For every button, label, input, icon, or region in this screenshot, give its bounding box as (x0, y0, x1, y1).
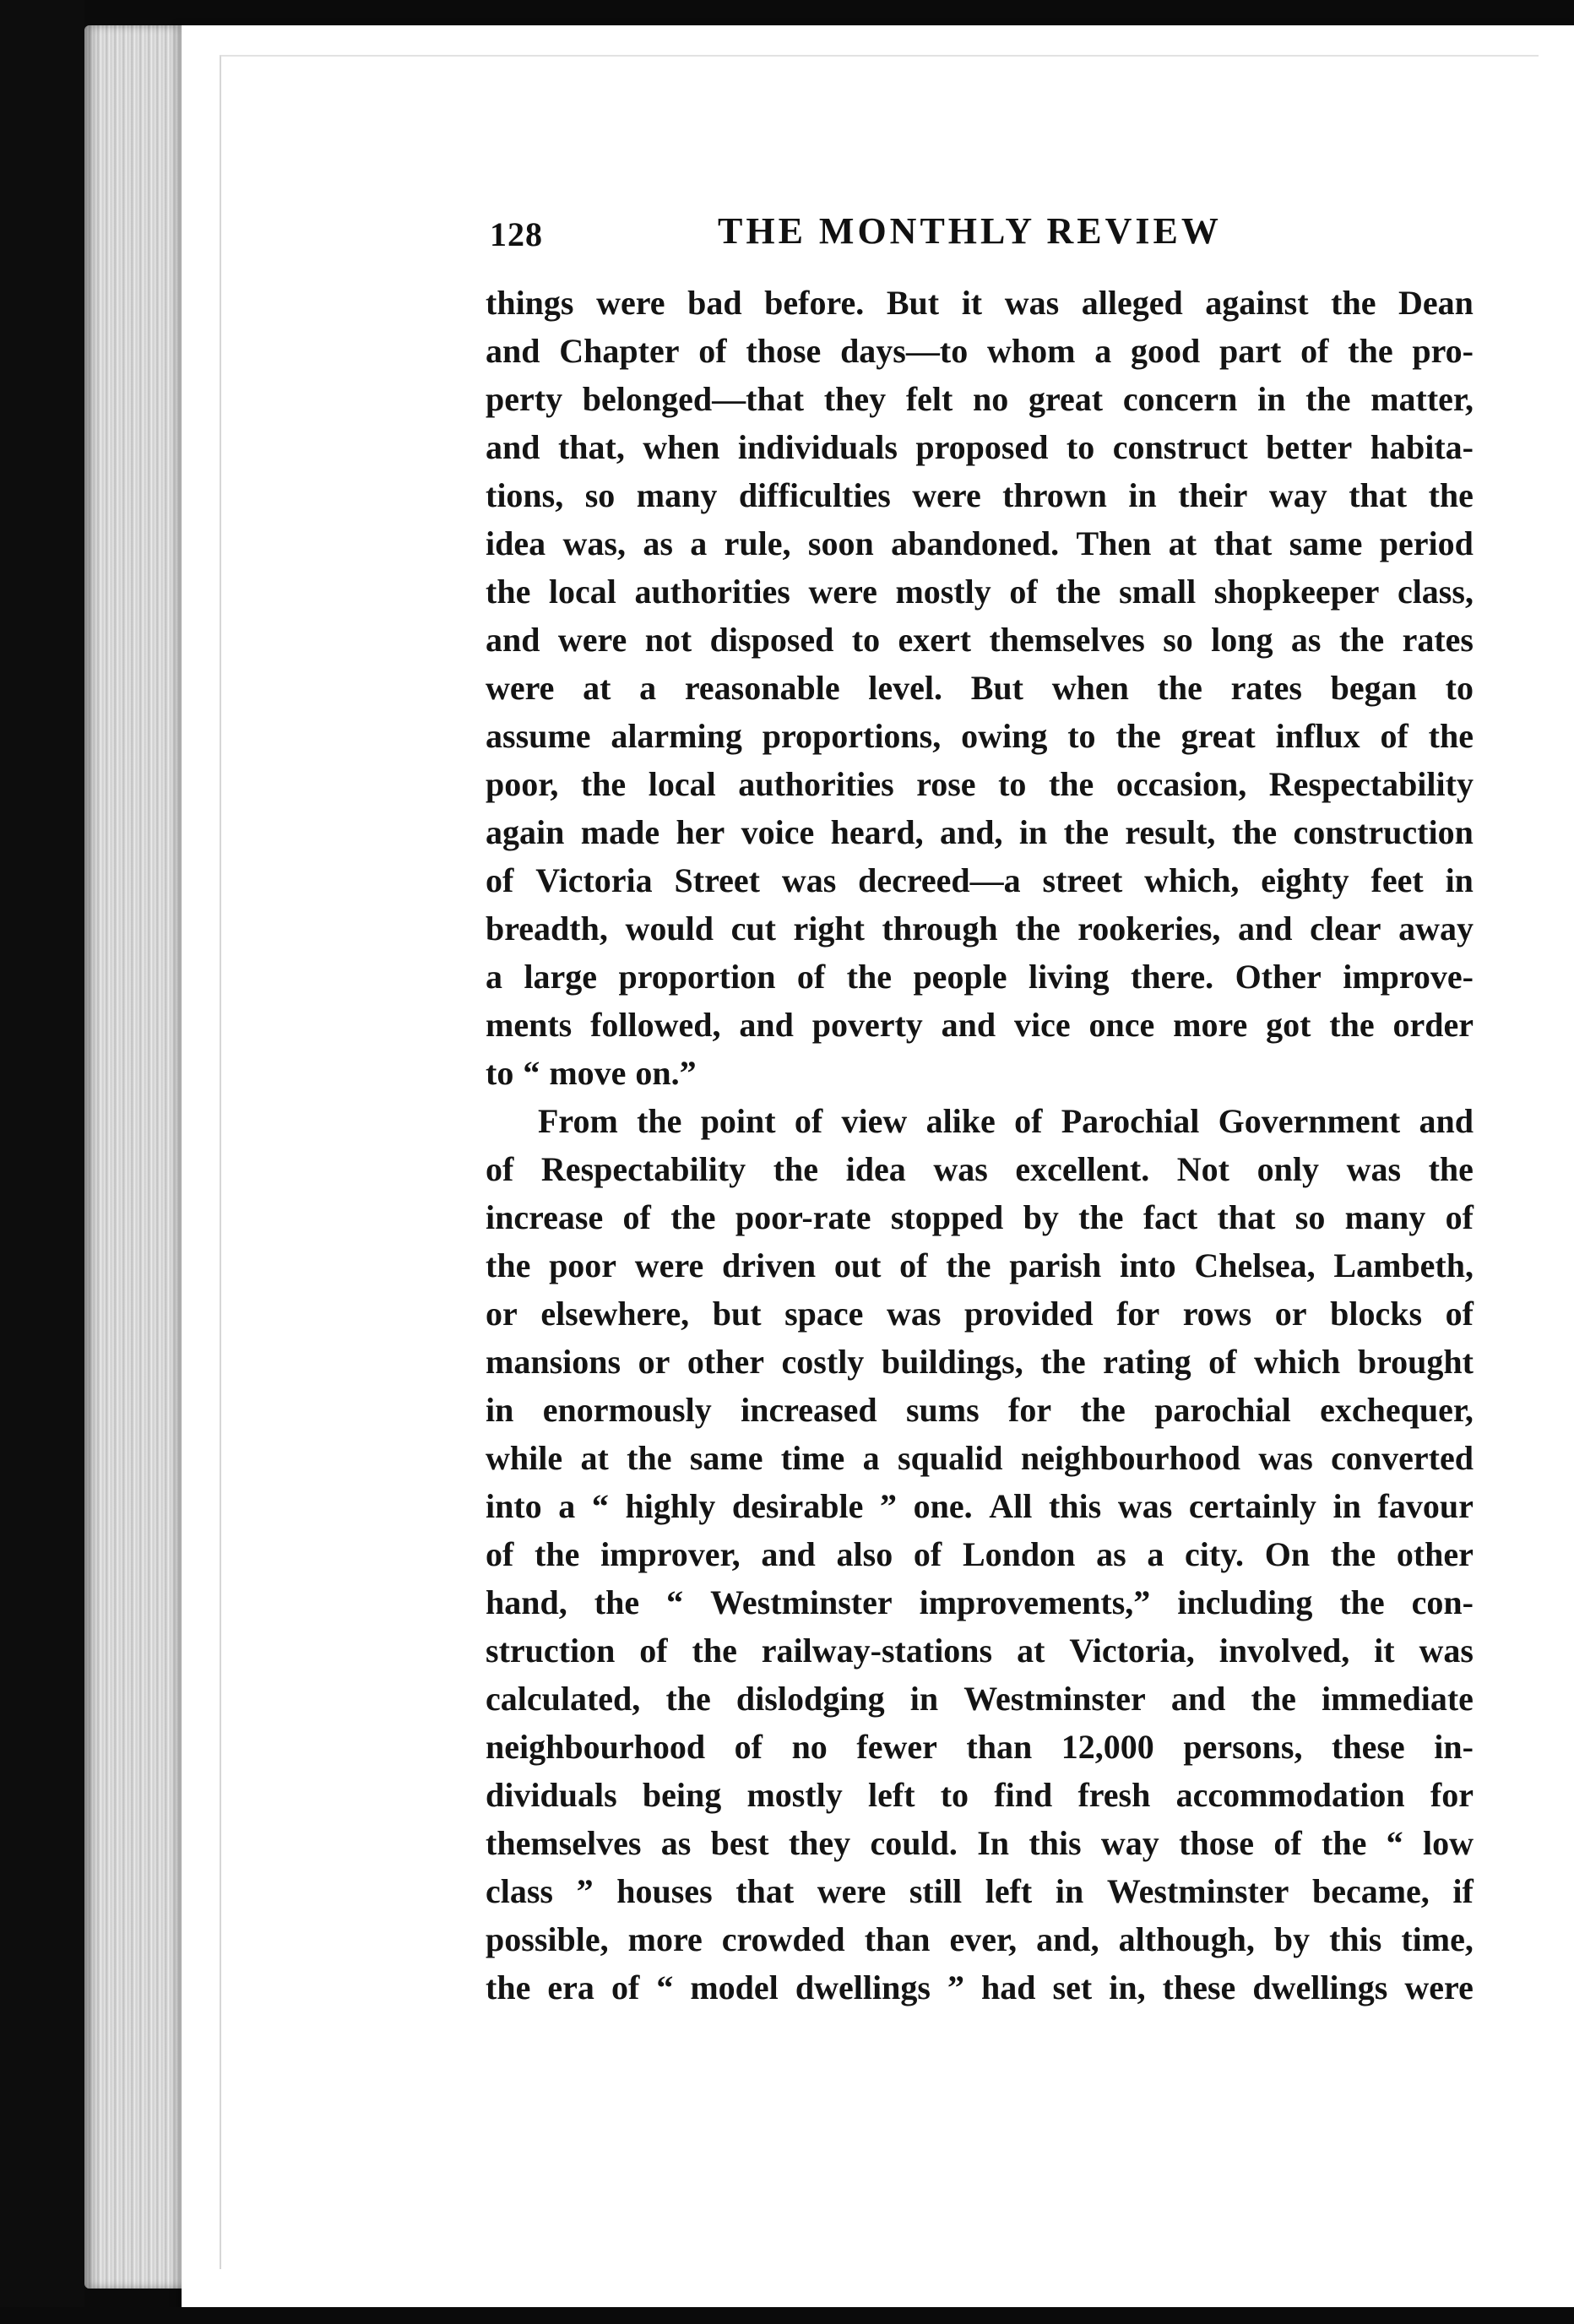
text-line: assume alarming proportions, owing to the great influx of the (486, 717, 1474, 755)
text-line: into a “ highly desirable ” one. All this was certainly in favour (486, 1487, 1474, 1525)
text-line: a large proportion of the people living there. Other improve- (486, 958, 1474, 996)
text-line: idea was, as a rule, soon abandoned. Then at that same period (486, 524, 1474, 562)
scan-border-bottom (0, 2307, 1574, 2324)
text-line: increase of the poor-rate stopped by the fact that so many of (486, 1198, 1474, 1236)
text-line: tions, so many difficulties were thrown in their way that the (486, 476, 1474, 514)
text-line: to “ move on.” (486, 1054, 697, 1092)
text-line: perty belonged—that they felt no great concern in the matter, (486, 380, 1474, 418)
text-line: themselves as best they could. In this way those of the “ low (486, 1824, 1474, 1862)
body-text (486, 279, 1474, 2012)
text-line: mansions or other costly buildings, the rating of which brought (486, 1343, 1474, 1381)
text-line: From the point of view alike of Parochial Government and (538, 1102, 1474, 1140)
running-head (490, 209, 1343, 260)
text-line: of Victoria Street was decreed—a street which, eighty feet in (486, 861, 1474, 899)
text-line: dividuals being mostly left to find fresh accommodation for (486, 1776, 1474, 1814)
text-line: in enormously increased sums for the parochial exchequer, (486, 1391, 1474, 1429)
text-line: and Chapter of those days—to whom a good part of the pro- (486, 332, 1474, 370)
text-line: were at a reasonable level. But when the rates began to (486, 669, 1474, 707)
text-line: struction of the railway-stations at Victoria, involved, it was (486, 1632, 1474, 1670)
text-line: the local authorities were mostly of the small shopkeeper class, (486, 573, 1474, 611)
text-line: breadth, would cut right through the rookeries, and clear away (486, 910, 1474, 948)
text-line: possible, more crowded than ever, and, although, by this time, (486, 1920, 1474, 1958)
text-line: calculated, the dislodging in Westminster and the immediate (486, 1680, 1474, 1718)
text-line: while at the same time a squalid neighbourhood was converted (486, 1439, 1474, 1477)
journal-title: THE MONTHLY REVIEW (718, 210, 1222, 252)
text-line: and were not disposed to exert themselves so long as the rates (486, 621, 1474, 659)
text-line: things were bad before. But it was alleged against the Dean (486, 284, 1474, 322)
text-line: ments followed, and poverty and vice once more got the order (486, 1006, 1474, 1044)
text-line: of the improver, and also of London as a city. On the other (486, 1535, 1474, 1573)
text-line: and that, when individuals proposed to construct better habita- (486, 428, 1474, 466)
text-line: poor, the local authorities rose to the occasion, Respectability (486, 765, 1474, 803)
text-line: neighbourhood of no fewer than 12,000 persons, these in- (486, 1728, 1474, 1766)
text-line: hand, the “ Westminster improvements,” including the con- (486, 1583, 1474, 1621)
text-line: of Respectability the idea was excellent. Not only was the (486, 1150, 1474, 1188)
text-line: class ” houses that were still left in Westminster became, if (486, 1872, 1474, 1910)
scan-border (0, 0, 84, 2324)
text-line: the poor were driven out of the parish into Chelsea, Lambeth, (486, 1246, 1474, 1284)
text-line: again made her voice heard, and, in the result, the construction (486, 813, 1474, 851)
text-line: or elsewhere, but space was provided for rows or blocks of (486, 1295, 1474, 1333)
text-line: the era of “ model dwellings ” had set in, these dwellings were (486, 1968, 1474, 2006)
page-number: 128 (490, 215, 543, 253)
